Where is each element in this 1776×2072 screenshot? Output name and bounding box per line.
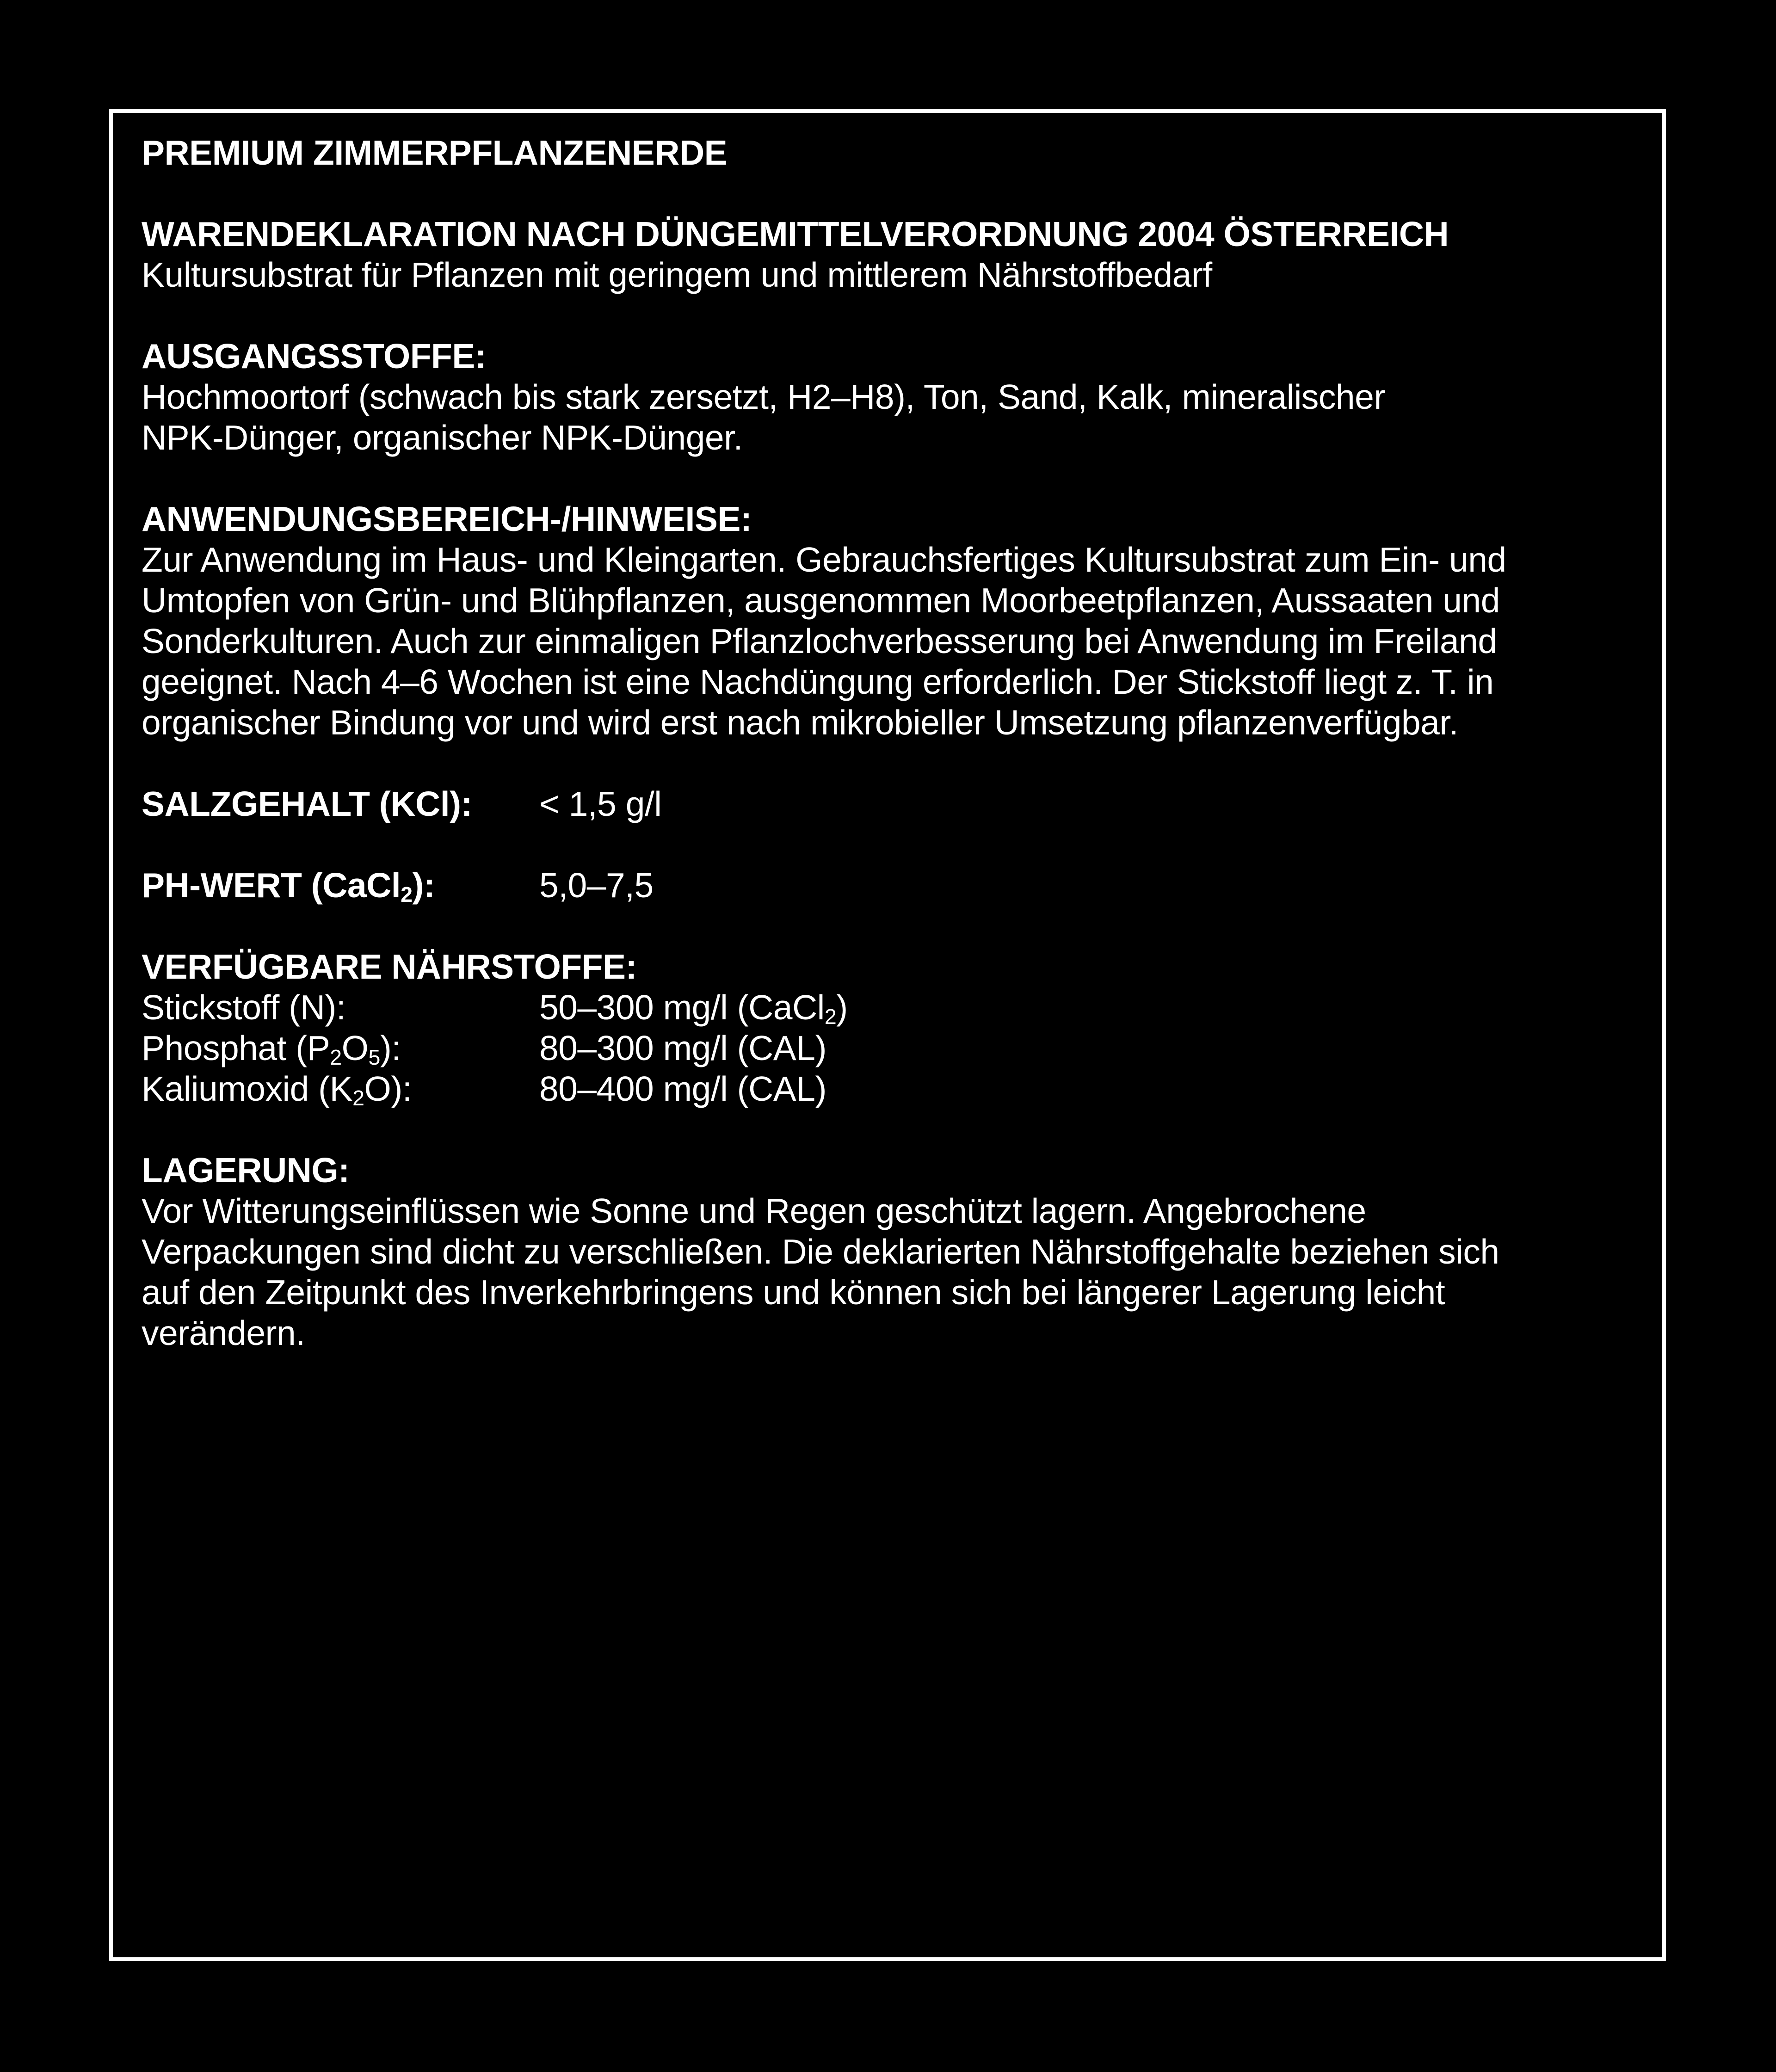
product-title: PREMIUM ZIMMERPFLANZENERDE bbox=[142, 133, 728, 172]
usage-section bbox=[142, 499, 1645, 743]
nitrogen-row bbox=[142, 987, 1645, 1028]
storage-section bbox=[142, 1150, 1645, 1353]
storage-line: auf den Zeitpunkt des Inverkehrbringens und können sich bei längerer Lagerung leicht bbox=[142, 1273, 1445, 1312]
phosphate-value: 80–300 mg/l (CAL) bbox=[539, 1029, 826, 1067]
nitrogen-label: Stickstoff (N): bbox=[142, 988, 346, 1027]
storage-line: verändern. bbox=[142, 1314, 305, 1352]
title-section bbox=[142, 132, 1645, 173]
ingredients-heading: AUSGANGSSTOFFE: bbox=[142, 337, 487, 376]
salt-label: SALZGEHALT (KCl): bbox=[142, 784, 472, 823]
potassium-label: Kaliumoxid $(K_2O)$: bbox=[142, 1069, 412, 1110]
storage-line: Vor Witterungseinflüssen wie Sonne und Regen geschützt lagern. Angebrochene bbox=[142, 1191, 1366, 1230]
nitrogen-value: 50–300 mg/l (CaCl$_2$) bbox=[539, 988, 848, 1029]
storage-heading: LAGERUNG: bbox=[142, 1151, 350, 1190]
salt-row bbox=[142, 783, 1645, 824]
salt-section bbox=[142, 783, 1645, 824]
ph-value: 5,0–7,5 bbox=[539, 866, 654, 905]
ingredients-line: NPK-Dünger, organischer NPK-Dünger. bbox=[142, 418, 743, 457]
storage-line: Verpackungen sind dicht zu verschließen. Die deklarierten Nährstoffgehalte beziehen sich bbox=[142, 1232, 1499, 1271]
ph-row bbox=[142, 865, 1645, 906]
salt-value: < 1,5 g/l bbox=[539, 784, 662, 823]
ph-section bbox=[142, 865, 1645, 906]
ingredients-line: Hochmoortorf (schwach bis stark zersetzt, H2–H8), Ton, Sand, Kalk, mineralischer bbox=[142, 377, 1385, 416]
phosphate-row bbox=[142, 1028, 1645, 1068]
ph-label: PH-WERT (CaCl$_2$): bbox=[142, 866, 435, 907]
declaration-section bbox=[142, 214, 1645, 295]
phosphate-label: Phosphat $(P_2O_5)$: bbox=[142, 1029, 401, 1070]
usage-line: organischer Bindung vor und wird erst nach mikrobieller Umsetzung pflanzenverfügbar. bbox=[142, 703, 1459, 742]
usage-line: Zur Anwendung im Haus- und Kleingarten. Gebrauchsfertiges Kultursubstrat zum Ein- und bbox=[142, 540, 1506, 579]
usage-line: Sonderkulturen. Auch zur einmaligen Pflanzlochverbesserung bei Anwendung im Freiland bbox=[142, 622, 1497, 660]
potassium-value: 80–400 mg/l (CAL) bbox=[539, 1069, 826, 1108]
nutrients-section bbox=[142, 946, 1645, 1109]
declaration-heading: WARENDEKLARATION NACH DÜNGEMITTELVERORDNUNG 2004 ÖSTERREICH bbox=[142, 215, 1449, 253]
usage-heading: ANWENDUNGSBEREICH-/HINWEISE: bbox=[142, 500, 752, 538]
ingredients-section bbox=[142, 336, 1645, 458]
potassium-row bbox=[142, 1068, 1645, 1109]
label-content bbox=[142, 132, 1645, 1394]
usage-line: Umtopfen von Grün- und Blühpflanzen, ausgenommen Moorbeetpflanzen, Aussaaten und bbox=[142, 581, 1500, 620]
nutrients-heading: VERFÜGBARE NÄHRSTOFFE: bbox=[142, 947, 637, 986]
declaration-text: Kultursubstrat für Pflanzen mit geringem und mittlerem Nährstoffbedarf bbox=[142, 255, 1212, 294]
usage-line: geeignet. Nach 4–6 Wochen ist eine Nachdüngung erforderlich. Der Stickstoff liegt z. T. in bbox=[142, 662, 1494, 701]
